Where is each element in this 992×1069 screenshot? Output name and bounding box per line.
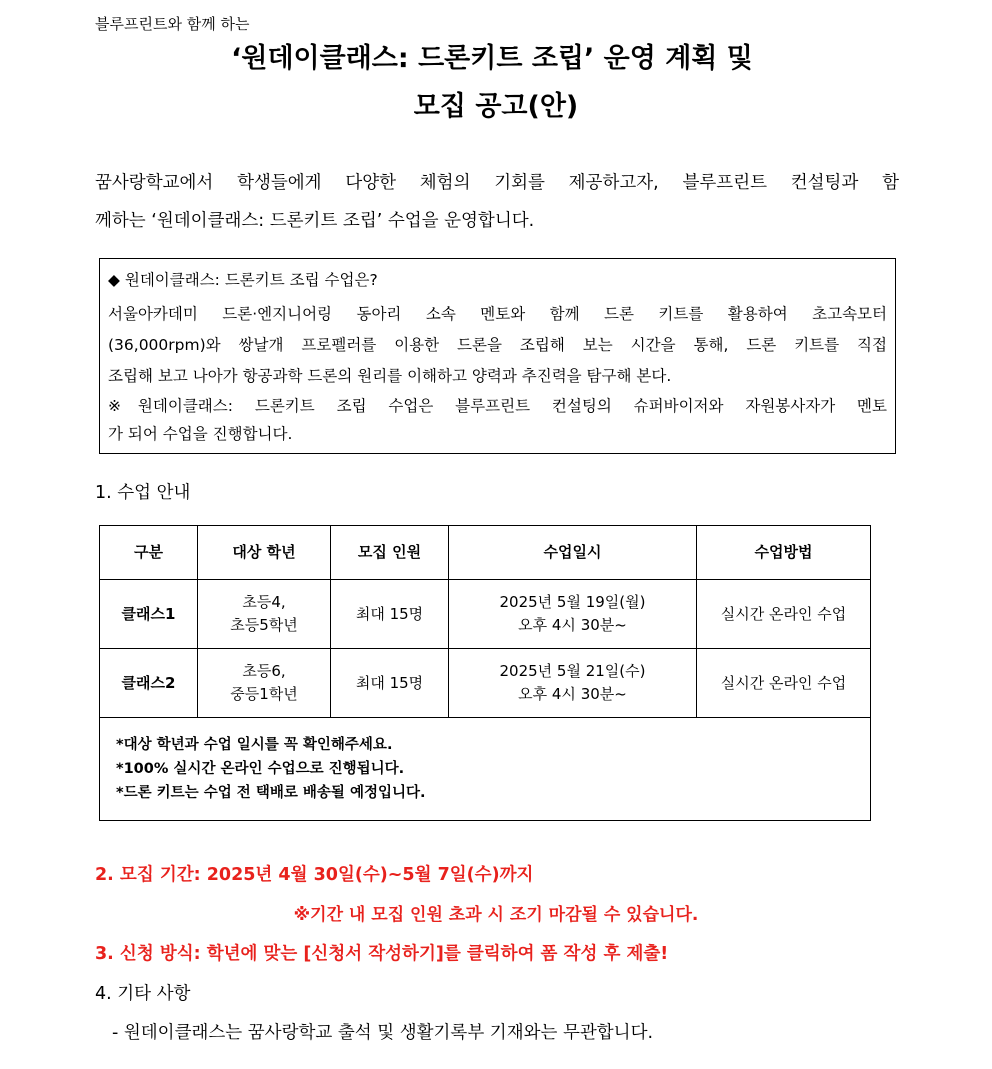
infobox-line: ※원데이클래스: 드론키트 조립 수업은 블루프린트 컨설팅의 슈퍼바이저와 자원봉사자가 멘토 xyxy=(108,397,887,415)
document-title-line1: ‘원데이클래스: 드론키트 조립’ 운영 계획 및 xyxy=(231,43,753,74)
table-header-cell: 구분 xyxy=(100,526,198,580)
table-header-cell: 대상 학년 xyxy=(198,526,331,580)
grade-line: 중등1학년 xyxy=(230,685,298,703)
capacity-cell: 최대 15명 xyxy=(331,649,449,718)
infobox-line: 가 되어 수업을 진행합니다. xyxy=(108,425,293,443)
table-notes-cell xyxy=(100,718,871,821)
class-name-cell: 클래스1 xyxy=(100,580,198,649)
date-line: 2025년 5월 21일(수) xyxy=(499,662,646,680)
table-header-cell: 수업방법 xyxy=(697,526,871,580)
time-line: 오후 4시 30분~ xyxy=(518,685,627,703)
table-header-cell: 모집 인원 xyxy=(331,526,449,580)
class-description-box xyxy=(99,258,896,454)
infobox-line: 조립해 보고 나아가 항공과학 드론의 원리를 이해하고 양력과 추진력을 탐구해 본다. xyxy=(108,367,672,385)
capacity-cell: 최대 15명 xyxy=(331,580,449,649)
early-close-notice: ※기간 내 모집 인원 초과 시 조기 마감될 수 있습니다. xyxy=(293,905,699,925)
grade-line: 초등5학년 xyxy=(230,616,298,634)
section3-application-method: 3. 신청 방식: 학년에 맞는 [신청서 작성하기]를 클릭하여 폼 작성 후 제출! xyxy=(95,944,669,964)
note-line: *드론 키트는 수업 전 택배로 배송될 예정입니다. xyxy=(116,785,426,801)
infobox-line: (36,000rpm)와 쌍날개 프로펠러를 이용한 드론을 조립해 보는 시간을 통해, 드론 키트를 직접 xyxy=(108,336,887,354)
document-title-line2: 모집 공고(안) xyxy=(413,91,579,122)
time-line: 오후 4시 30분~ xyxy=(518,616,627,634)
section1-title: 1. 수업 안내 xyxy=(95,483,191,503)
table-notes-row xyxy=(100,718,871,821)
section4-title: 4. 기타 사항 xyxy=(95,984,191,1004)
table-header-row xyxy=(100,526,871,580)
datetime-cell xyxy=(449,580,697,649)
note-line: *대상 학년과 수업 일시를 꼭 확인해주세요. xyxy=(116,737,393,753)
class-name-cell: 클래스2 xyxy=(100,649,198,718)
grade-line: 초등6, xyxy=(242,662,286,680)
table-row xyxy=(100,649,871,718)
method-cell: 실시간 온라인 수업 xyxy=(697,649,871,718)
grade-line: 초등4, xyxy=(242,593,286,611)
table-header-cell: 수업일시 xyxy=(449,526,697,580)
datetime-cell xyxy=(449,649,697,718)
table-row xyxy=(100,580,871,649)
method-cell: 실시간 온라인 수업 xyxy=(697,580,871,649)
class-schedule-table xyxy=(99,525,871,821)
infobox-line: 서울아카데미 드론·엔지니어링 동아리 소속 멘토와 함께 드론 키트를 활용하여 초고속모터 xyxy=(108,305,887,323)
header-kicker: 블루프린트와 함께 하는 xyxy=(95,15,250,33)
grade-cell xyxy=(198,649,331,718)
section4-item: - 원데이클래스는 꿈사랑학교 출석 및 생활기록부 기재와는 무관합니다. xyxy=(112,1023,654,1043)
intro-paragraph-line1: 꿈사랑학교에서 학생들에게 다양한 체험의 기회를 제공하고자, 블루프린트 컨설팅과 함 xyxy=(95,173,899,193)
grade-cell xyxy=(198,580,331,649)
infobox-heading: ◆ 원데이클래스: 드론키트 조립 수업은? xyxy=(108,271,378,289)
section2-recruitment-period: 2. 모집 기간: 2025년 4월 30일(수)~5월 7일(수)까지 xyxy=(95,865,534,885)
note-line: *100% 실시간 온라인 수업으로 진행됩니다. xyxy=(116,761,405,777)
intro-paragraph-line2: 께하는 ‘원데이클래스: 드론키트 조립’ 수업을 운영합니다. xyxy=(95,211,535,231)
date-line: 2025년 5월 19일(월) xyxy=(499,593,646,611)
